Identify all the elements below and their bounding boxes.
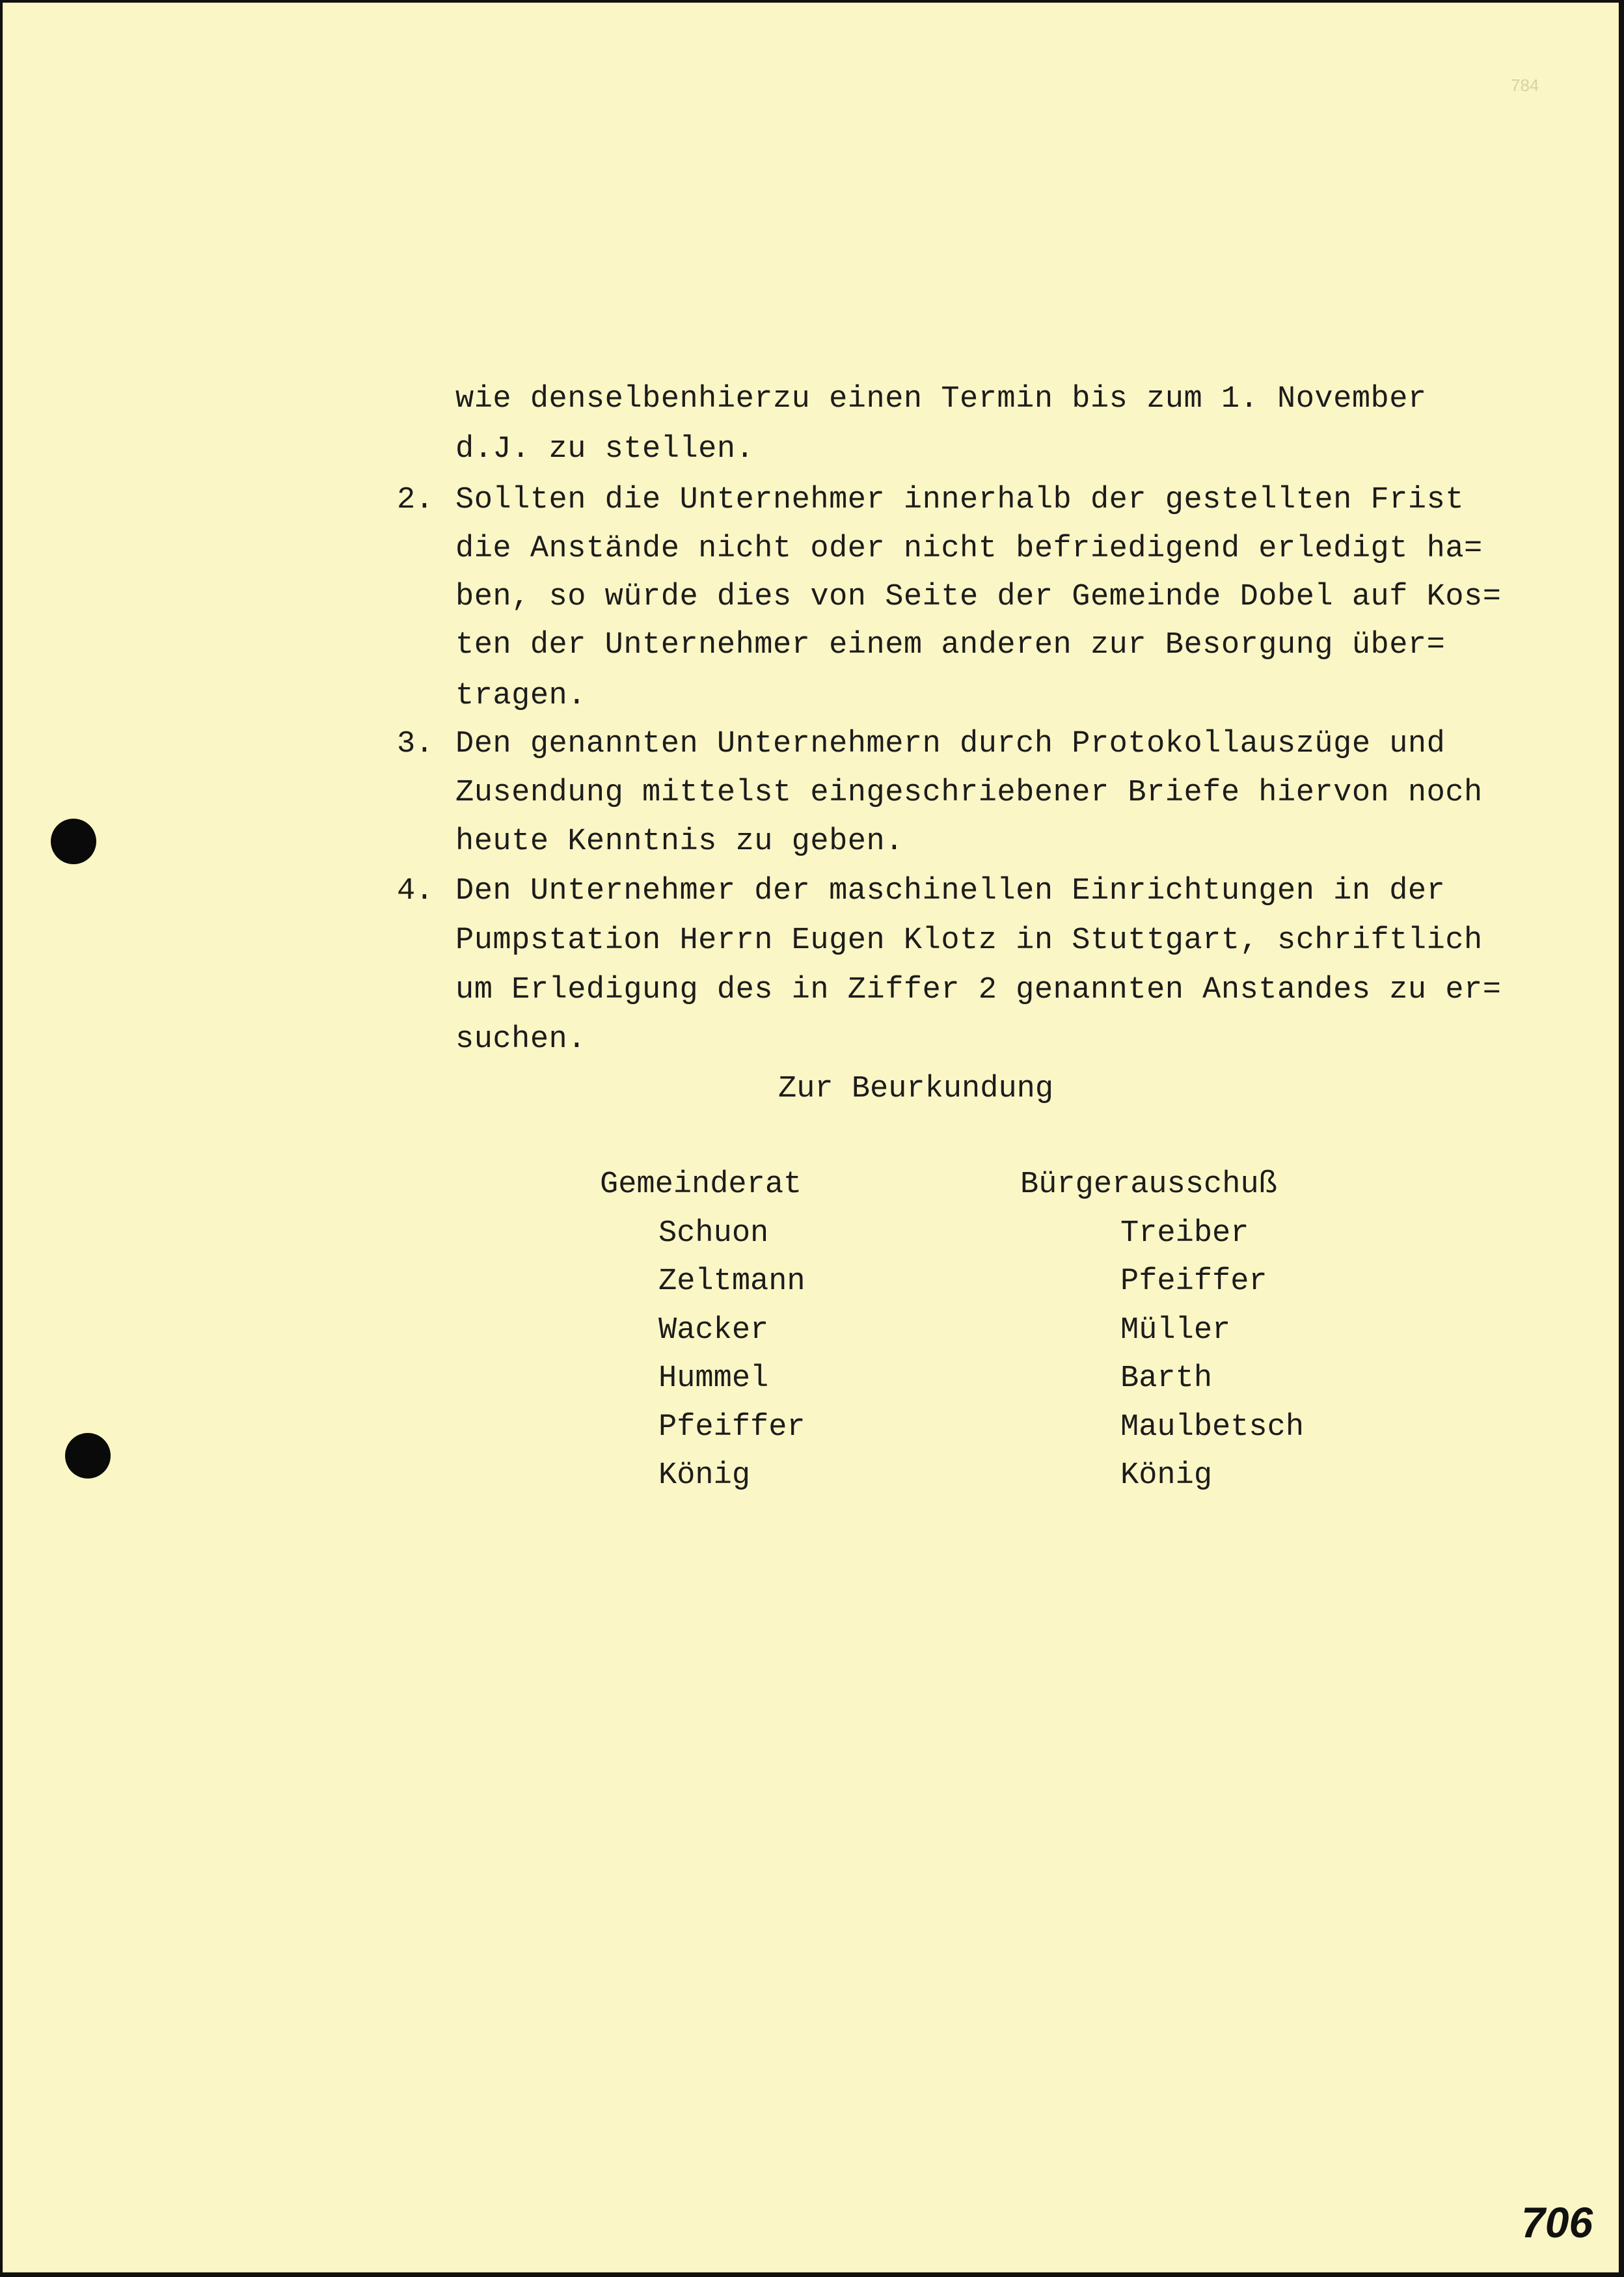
- signature-name: Schuon: [658, 1216, 769, 1251]
- body-line: heute Kenntnis zu geben.: [455, 825, 904, 859]
- body-line: Den genannten Unternehmern durch Protokollauszüge und: [455, 727, 1446, 761]
- signatures-buergerausschuss: [1020, 1161, 1304, 1501]
- signatures-gemeinderat: [600, 1161, 805, 1501]
- body-line: d.J. zu stellen.: [455, 432, 755, 467]
- signature-name: Barth: [1120, 1361, 1213, 1396]
- page-number: 706: [1521, 2198, 1593, 2246]
- archive-mark: 784: [1511, 75, 1539, 95]
- document-page: [3, 3, 1619, 2272]
- item-number: 3.: [397, 727, 434, 761]
- item-number: 2.: [397, 483, 434, 517]
- signature-name: Pfeiffer: [658, 1410, 805, 1445]
- signature-name: Treiber: [1120, 1216, 1249, 1251]
- body-line: um Erledigung des in Ziffer 2 genannten Anstandes zu er=: [455, 973, 1502, 1007]
- body-line: Den Unternehmer der maschinellen Einrichtungen in der: [455, 874, 1446, 908]
- signature-name: Hummel: [658, 1361, 769, 1396]
- signature-name: Maulbetsch: [1120, 1410, 1305, 1445]
- body-line: Sollten die Unternehmer innerhalb der gestellten Frist: [455, 483, 1465, 517]
- punch-hole: [51, 819, 96, 864]
- body-line: suchen.: [455, 1022, 586, 1057]
- body-line: Pumpstation Herrn Eugen Klotz in Stuttgart, schriftlich: [455, 923, 1483, 958]
- punch-hole: [65, 1433, 111, 1479]
- signature-heading: Bürgerausschuß: [1020, 1167, 1277, 1202]
- item-number: 4.: [397, 874, 434, 908]
- closing-line: Zur Beurkundung: [778, 1072, 1054, 1106]
- body-line: ten der Unternehmer einem anderen zur Besorgung über=: [455, 628, 1446, 662]
- signature-heading: Gemeinderat: [600, 1167, 802, 1202]
- signature-name: Müller: [1120, 1313, 1231, 1348]
- signature-name: Pfeiffer: [1120, 1264, 1267, 1299]
- signature-name: König: [1120, 1458, 1213, 1493]
- signature-name: König: [658, 1458, 751, 1493]
- body-line: Zusendung mittelst eingeschriebener Briefe hiervon noch: [455, 776, 1483, 810]
- body-line: die Anstände nicht oder nicht befriedigend erledigt ha=: [455, 532, 1483, 566]
- body-line: tragen.: [455, 679, 586, 713]
- body-line: wie denselbenhierzu einen Termin bis zum 1. November: [455, 382, 1427, 416]
- signature-name: Zeltmann: [658, 1264, 805, 1299]
- body-line: ben, so würde dies von Seite der Gemeinde Dobel auf Kos=: [455, 580, 1502, 614]
- signature-name: Wacker: [658, 1313, 769, 1348]
